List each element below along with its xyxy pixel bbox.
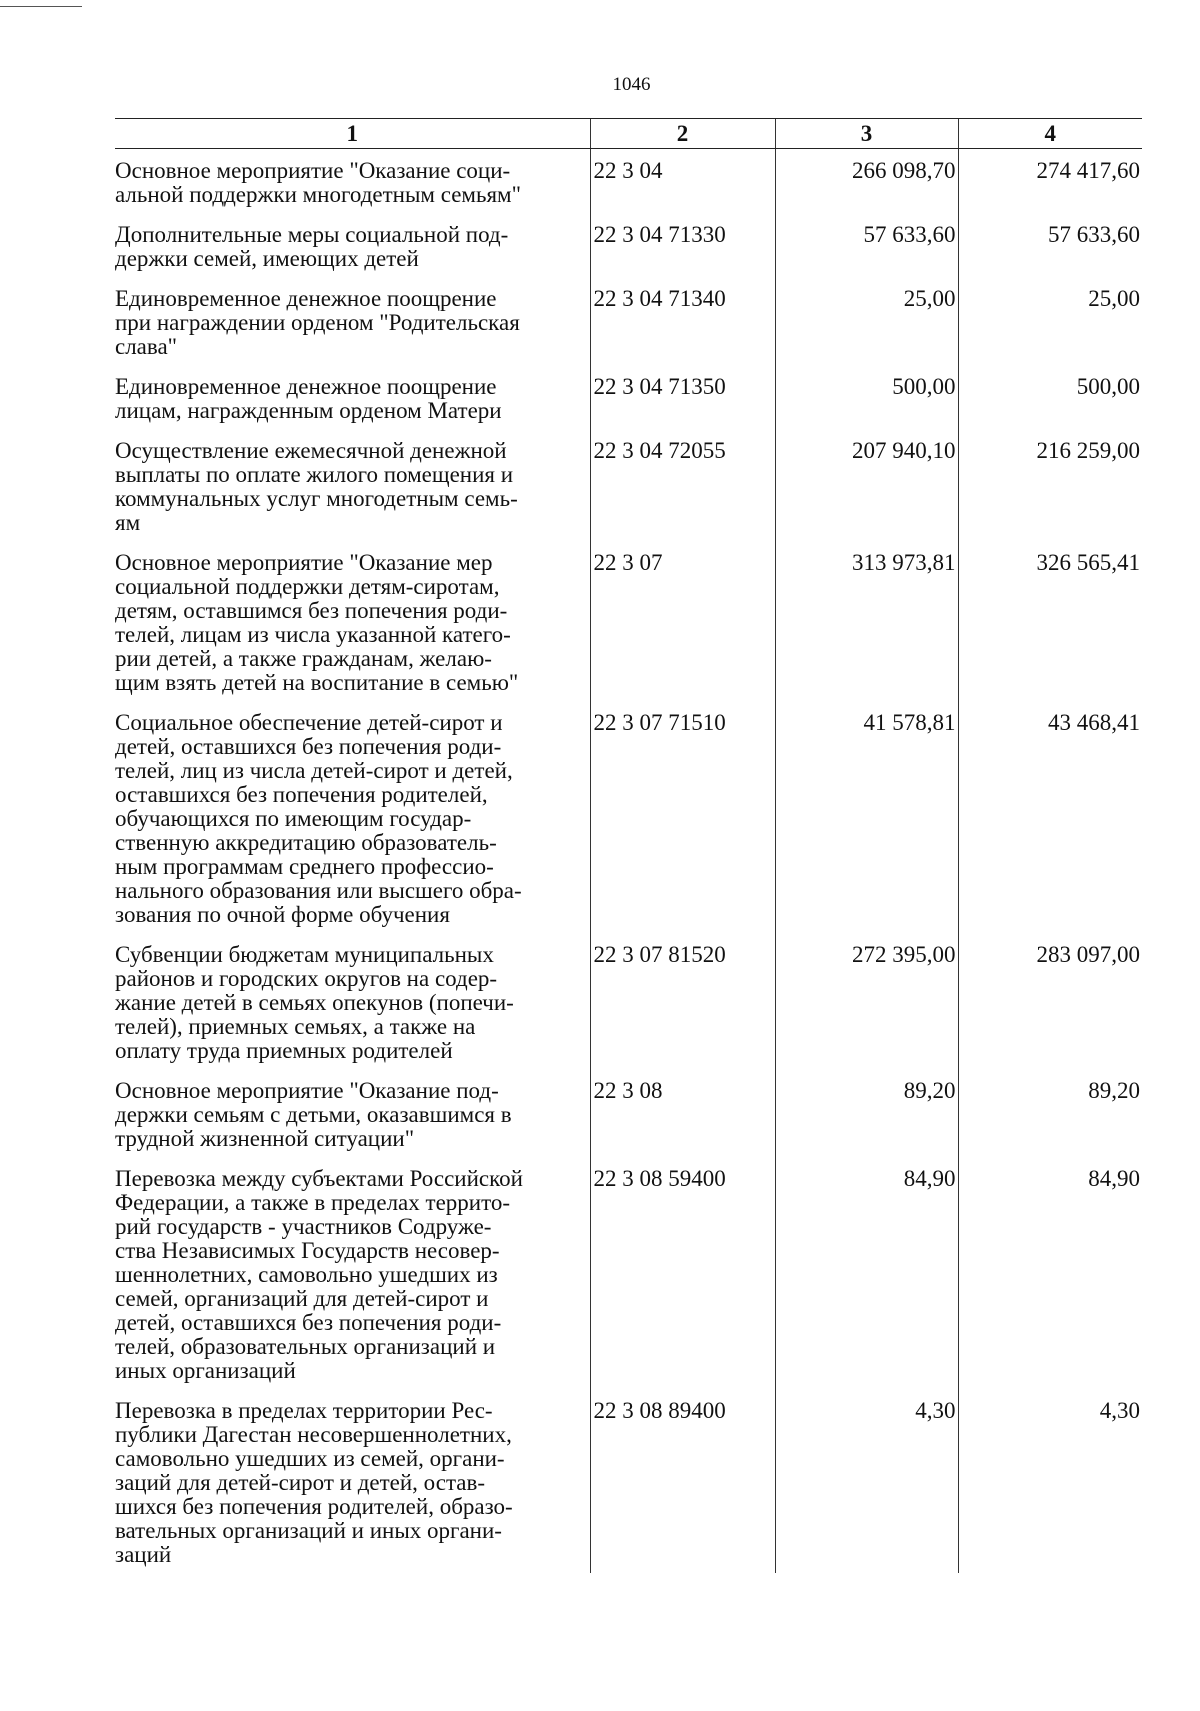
row-code: 22 3 04 72055 [590, 429, 775, 541]
row-value-col3: 41 578,81 [775, 701, 958, 933]
row-value-col4: 25,00 [958, 277, 1142, 365]
row-description: Дополнительные меры социальной под- держки семей, имеющих детей [115, 222, 509, 271]
table-row [115, 933, 1142, 1069]
table-row [115, 1157, 1142, 1389]
row-value-col3: 313 973,81 [775, 541, 958, 701]
column-header-3: 3 [775, 119, 958, 149]
row-value-col4: 84,90 [958, 1157, 1142, 1389]
row-value-col3: 266 098,70 [775, 149, 958, 214]
row-code: 22 3 07 71510 [590, 701, 775, 933]
row-value-col4: 274 417,60 [958, 149, 1142, 214]
row-value-col3: 207 940,10 [775, 429, 958, 541]
column-header-4: 4 [958, 119, 1142, 149]
row-code: 22 3 04 71330 [590, 213, 775, 277]
table-row [115, 1389, 1142, 1573]
table-row [115, 213, 1142, 277]
row-code: 22 3 08 89400 [590, 1389, 775, 1573]
row-code: 22 3 08 59400 [590, 1157, 775, 1389]
row-value-col3: 89,20 [775, 1069, 958, 1157]
row-value-col3: 57 633,60 [775, 213, 958, 277]
row-description: Единовременное денежное поощрение при награждении орденом "Родительская слава" [115, 286, 520, 359]
row-code: 22 3 07 [590, 541, 775, 701]
row-value-col4: 89,20 [958, 1069, 1142, 1157]
column-header-1: 1 [115, 119, 590, 149]
row-value-col3: 4,30 [775, 1389, 958, 1573]
table-row [115, 365, 1142, 429]
row-code: 22 3 08 [590, 1069, 775, 1157]
scan-edge-mark [0, 6, 82, 7]
row-description: Основное мероприятие "Оказание под- держки семьям с детьми, оказавшимся в трудной жизненной ситуации" [115, 1078, 512, 1151]
row-code: 22 3 07 81520 [590, 933, 775, 1069]
row-description: Основное мероприятие "Оказание соци- альной поддержки многодетным семьям" [115, 158, 521, 207]
row-code: 22 3 04 71340 [590, 277, 775, 365]
table-row [115, 1069, 1142, 1157]
row-description: Перевозка в пределах территории Рес- публики Дагестан несовершеннолетних, самовольно ушедших из семей, органи- заций для детей-сирот и детей, остав- шихся без попечения родителей, образо- вательных организаций и иных органи- заций [115, 1398, 513, 1567]
row-value-col4: 326 565,41 [958, 541, 1142, 701]
row-value-col4: 43 468,41 [958, 701, 1142, 933]
row-value-col4: 216 259,00 [958, 429, 1142, 541]
row-value-col4: 57 633,60 [958, 213, 1142, 277]
budget-table [115, 118, 1142, 1573]
row-value-col4: 500,00 [958, 365, 1142, 429]
column-header-2: 2 [590, 119, 775, 149]
table-row [115, 429, 1142, 541]
row-value-col3: 84,90 [775, 1157, 958, 1389]
row-description: Субвенции бюджетам муниципальных районов и городских округов на содер- жание детей в семьях опекунов (попечи- телей), приемных семьях, а также на оплату труда приемных родителей [115, 942, 514, 1063]
table-row [115, 277, 1142, 365]
row-description: Основное мероприятие "Оказание мер социальной поддержки детям-сиротам, детям, оставшимся без попечения роди- телей, лицам из числа указанной катего- рии детей, а также гражданам, желаю- щим взять детей на воспитание в семью" [115, 550, 519, 695]
row-description: Социальное обеспечение детей-сирот и детей, оставшихся без попечения роди- телей, лиц из числа детей-сирот и детей, оставшихся без попечения родителей, обучающихся по имеющим государ- ственную аккредитацию образователь- ным программам среднего профессио- нального образования или высшего обра- зования по очной форме обучения [115, 710, 522, 927]
row-description: Осуществление ежемесячной денежной выплаты по оплате жилого помещения и коммунальных услуг многодетным семь- ям [115, 438, 518, 535]
page-number: 1046 [612, 74, 651, 95]
row-value-col3: 272 395,00 [775, 933, 958, 1069]
table-row [115, 701, 1142, 933]
row-description: Единовременное денежное поощрение лицам, награжденным орденом Матери [115, 374, 502, 423]
table-row [115, 541, 1142, 701]
row-value-col3: 25,00 [775, 277, 958, 365]
row-value-col4: 283 097,00 [958, 933, 1142, 1069]
row-value-col3: 500,00 [775, 365, 958, 429]
row-code: 22 3 04 71350 [590, 365, 775, 429]
header-row [115, 119, 1142, 149]
row-code: 22 3 04 [590, 149, 775, 214]
row-description: Перевозка между субъектами Российской Федерации, а также в пределах террито- рий государств - участников Содруже- ства Независимых Государств несовер- шеннолетних, самовольно ушедших из семей, организаций для детей-сирот и детей, оставшихся без попечения роди- телей, образовательных организаций и иных организаций [115, 1166, 523, 1383]
row-value-col4: 4,30 [958, 1389, 1142, 1573]
table-row [115, 149, 1142, 214]
